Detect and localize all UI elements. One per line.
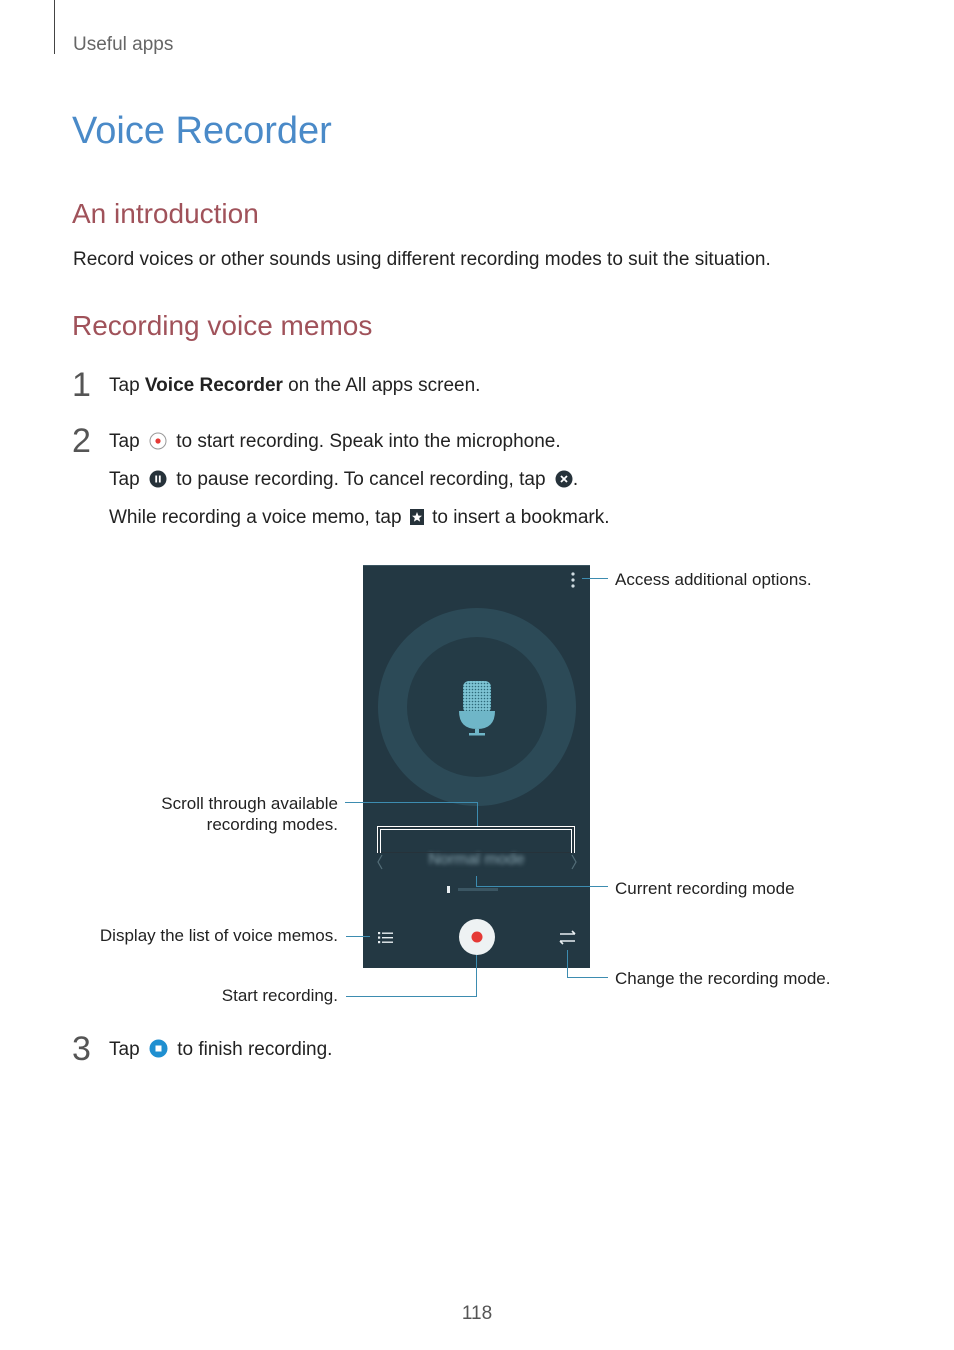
record-button[interactable]: [459, 919, 495, 955]
phone-screenshot: [363, 565, 590, 968]
step-2-line-2: [109, 469, 578, 494]
callout-list: Display the list of voice memos.: [99, 926, 338, 945]
intro-heading: An introduction: [72, 198, 259, 229]
section-label: Useful apps: [73, 34, 174, 55]
step-2-line-1: [109, 431, 561, 456]
memos-heading: Recording voice memos: [72, 310, 373, 341]
step-2-line-2-post: .: [572, 469, 579, 490]
leader-current-h: [476, 886, 608, 887]
mode-bracket-inner: [380, 829, 572, 853]
page-title: Voice Recorder: [72, 110, 332, 152]
step-2-line-3: [109, 507, 610, 532]
callout-scroll-line-1: Scroll through available: [161, 794, 338, 813]
callout-scroll-line-2: recording modes.: [206, 815, 338, 834]
switch-mode-icon[interactable]: [560, 931, 575, 944]
step-1-number: 1: [72, 366, 91, 404]
intro-body: Record voices or other sounds using different recording modes to suit the situation.: [73, 249, 771, 270]
mode-page-track: [458, 888, 498, 891]
leader-start-v: [476, 955, 477, 997]
step-1-pre: Tap: [109, 375, 145, 396]
stop-icon: [149, 1039, 168, 1064]
step-2-line-2-mid: to pause recording. To cancel recording, tap: [176, 469, 546, 490]
pause-icon: [149, 470, 167, 494]
leader-options: [582, 578, 608, 579]
more-options-icon[interactable]: [571, 572, 574, 587]
mode-label: Normal mode: [428, 851, 525, 868]
record-icon: [149, 432, 167, 456]
page-number: 118: [461, 1303, 493, 1324]
leader-list: [346, 936, 370, 937]
margin-rule: [54, 0, 55, 54]
leader-scroll-v: [477, 802, 478, 827]
leader-change-h: [567, 977, 608, 978]
step-3-number: 3: [72, 1030, 91, 1068]
callout-current-mode: Current recording mode: [615, 879, 795, 898]
step-3-text: [109, 1039, 332, 1064]
step-3-post: to finish recording.: [177, 1039, 333, 1060]
callout-change-mode: Change the recording mode.: [615, 969, 831, 988]
mode-page-indicator: [447, 886, 450, 893]
list-icon[interactable]: [378, 932, 393, 943]
step-2-line-1-pre: Tap: [109, 431, 140, 452]
cancel-icon: [555, 470, 573, 494]
leader-scroll-h: [345, 802, 478, 803]
bookmark-icon: [409, 508, 425, 532]
step-2-line-3-post: to insert a bookmark.: [432, 507, 610, 528]
step-2-line-3-pre: While recording a voice memo, tap: [109, 507, 402, 528]
step-2-number: 2: [72, 422, 91, 460]
step-2-line-2-pre: Tap: [109, 469, 140, 490]
step-2-line-1-post: to start recording. Speak into the microphone.: [176, 431, 561, 452]
leader-start-h: [346, 996, 477, 997]
step-1-text: [109, 375, 480, 397]
leader-change-v: [567, 950, 568, 978]
step-1-bold: Voice Recorder: [144, 375, 283, 396]
step-1-post: on the All apps screen.: [282, 375, 481, 396]
step-3-pre: Tap: [109, 1039, 140, 1060]
callout-start: Start recording.: [221, 986, 338, 1005]
callout-options: Access additional options.: [615, 570, 812, 589]
